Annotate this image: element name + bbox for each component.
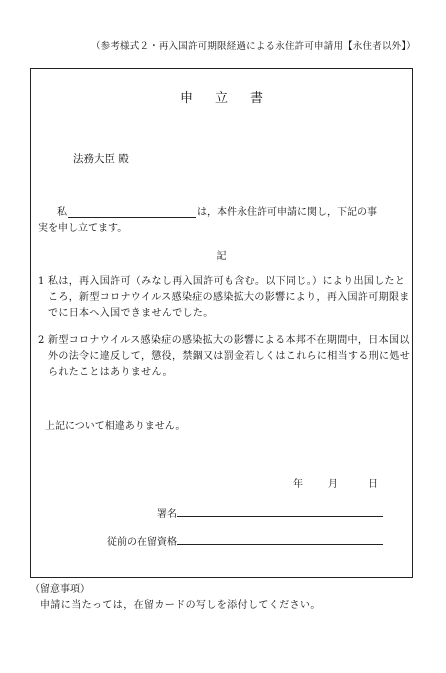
statement-suffix: は，本件永住許可申請に関し，下記の事 <box>197 207 377 218</box>
statement-form-box <box>30 68 413 578</box>
ki-heading: 記 <box>216 251 227 262</box>
addressee: 法務大臣 殿 <box>73 153 129 165</box>
statement-line-2: 実を申し立てます。 <box>38 223 128 234</box>
date-day-label: 日 <box>368 479 378 490</box>
notes-heading: （留意事項） <box>30 584 90 595</box>
statement-item-1 <box>38 274 412 322</box>
date-month-label: 月 <box>328 479 338 490</box>
confirmation-text: 上記について相違ありません。 <box>45 421 186 432</box>
date-row <box>293 475 378 490</box>
item-text: 新型コロナウイルス感染症の感染拡大の影響による本邦不在期間中，日本国以外の法令に違反して，懲役，禁錮又は罰金若しくはこれらに相当する刑に処せられたことはありません。 <box>48 335 411 378</box>
statement-line-1 <box>57 203 407 218</box>
signature-label: 署名 <box>157 509 177 520</box>
notes-text: 申請に当たっては，在留カードの写しを添付してください。 <box>40 600 321 611</box>
statement-prefix: 私 <box>57 207 67 218</box>
date-year-label: 年 <box>293 479 303 490</box>
statement-item-2 <box>38 333 412 381</box>
item-number: 1 <box>38 276 45 287</box>
applicant-name-blank[interactable] <box>68 206 196 218</box>
item-text: 私は，再入国許可（みなし再入国許可も含む。以下同じ。）により出国したところ，新型コロナウイルス感染症の感染拡大の影響により，再入国許可期限までに日本へ入国できませんでした。 <box>48 276 410 319</box>
prior-status-label: 従前の在留資格 <box>107 537 177 548</box>
signature-line[interactable] <box>177 505 383 517</box>
item-number: 2 <box>38 335 45 346</box>
document-title: 申立書 <box>179 91 285 106</box>
prior-status-line[interactable] <box>177 533 383 545</box>
form-reference-note: （参考様式２・再入国許可期限経過による永住許可申請用【永住者以外】） <box>90 41 416 52</box>
